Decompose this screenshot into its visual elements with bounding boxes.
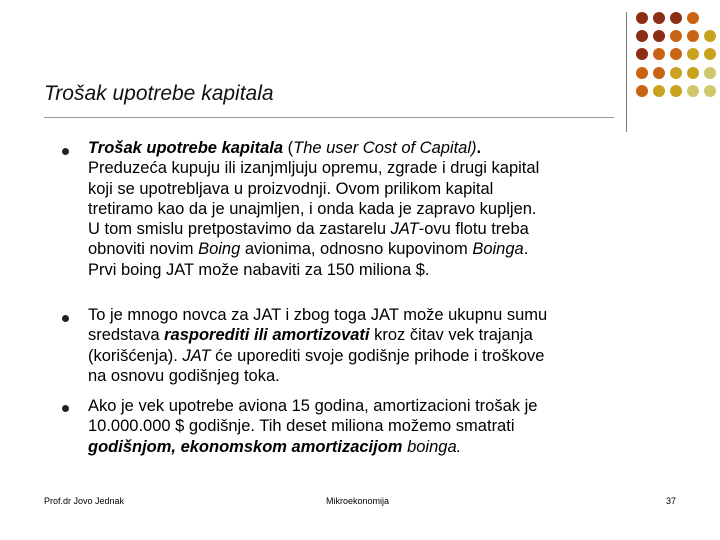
- text-run: The user Cost of Capital): [293, 139, 477, 157]
- text-line: [88, 199, 688, 219]
- decorative-dot: [636, 67, 648, 79]
- text-run: Boing: [198, 240, 241, 259]
- text-run: tretiramo kao da je unajmljen, i onda kada je zapravo kupljen.: [88, 199, 537, 218]
- text-run: Prvi boing JAT može nabaviti za 150 miliona $.: [88, 260, 430, 279]
- decorative-dot: [670, 67, 682, 79]
- text-run: .: [523, 240, 529, 259]
- footer-page-number: 37: [666, 496, 677, 506]
- text-line: [88, 138, 688, 158]
- text-run: Preduzeća kupuju ili izanjmljuju opremu, zgrade i drugi kapital: [88, 159, 540, 178]
- bullet-item-amortization: [88, 305, 688, 386]
- text-run: Trošak upotrebe kapitala: [88, 139, 284, 157]
- text-run: kroz čitav vek trajanja: [369, 326, 533, 345]
- decorative-dot: [687, 48, 699, 60]
- decorative-dot: [687, 85, 699, 97]
- text-run: koji se upotrebljava u proizvodnji. Ovom prilikom kapital: [88, 179, 494, 198]
- footer-course: Mikroekonomija: [326, 496, 390, 506]
- text-line: [88, 416, 688, 436]
- text-run: obnoviti novim: [88, 240, 199, 259]
- bullet-item-cost-of-capital: [88, 138, 688, 280]
- text-run: (korišćenja).: [88, 346, 183, 365]
- bullet-marker: [62, 405, 69, 412]
- footer-author: Prof.dr Jovo Jednak: [44, 496, 125, 506]
- text-line: [88, 305, 688, 325]
- text-line: [88, 396, 688, 416]
- text-run: rasporediti ili amortizovati: [164, 326, 370, 345]
- text-line: [88, 219, 688, 239]
- text-run: -ovu flotu treba: [418, 220, 529, 239]
- text-run: na osnovu godišnjeg toka.: [88, 366, 280, 385]
- text-line: [88, 366, 688, 386]
- text-run: Ako je vek upotrebe aviona 15 godina, amortizacioni trošak je: [88, 397, 538, 415]
- decorative-dot: [704, 30, 716, 42]
- decorative-dot: [636, 12, 648, 24]
- text-line: [88, 346, 688, 366]
- text-run: sredstava: [88, 326, 165, 345]
- decorative-dot: [670, 30, 682, 42]
- text-line: [88, 239, 688, 259]
- decorative-vertical-line: [626, 12, 627, 132]
- decorative-dot: [704, 67, 716, 79]
- text-line: [88, 325, 688, 345]
- text-run: JAT: [182, 346, 211, 365]
- decorative-dot: [670, 85, 682, 97]
- text-run: (: [283, 139, 294, 157]
- text-run: godišnjom, ekonomskom amortizacijom: [88, 437, 403, 456]
- bullet-item-economic-amortization: [88, 396, 688, 457]
- decorative-dot: [653, 30, 665, 42]
- bullet-marker: [62, 148, 69, 155]
- text-line: [88, 158, 688, 178]
- text-line: [88, 437, 688, 457]
- text-run: 10.000.000 $ godišnje. Tih deset miliona možemo smatrati: [88, 417, 515, 436]
- decorative-dot: [653, 48, 665, 60]
- text-run: će uporediti svoje godišnje prihode i troškove: [210, 346, 545, 365]
- decorative-dot: [636, 30, 648, 42]
- title-underline: [44, 117, 614, 118]
- text-run: U tom smislu pretpostavimo da zastarelu: [88, 220, 391, 239]
- decorative-dot: [653, 85, 665, 97]
- text-line: [88, 260, 688, 280]
- bullet-marker: [62, 315, 69, 322]
- decorative-dot: [636, 85, 648, 97]
- decorative-dot: [704, 48, 716, 60]
- decorative-dot: [670, 12, 682, 24]
- decorative-dot: [653, 67, 665, 79]
- decorative-dot: [704, 85, 716, 97]
- text-run: .: [476, 139, 482, 157]
- slide-title: Trošak upotrebe kapitala: [44, 82, 274, 105]
- decorative-dot: [653, 12, 665, 24]
- decorative-dot: [687, 12, 699, 24]
- text-run: avionima, odnosno kupovinom: [240, 240, 473, 259]
- text-line: [88, 179, 688, 199]
- decorative-dot: [670, 48, 682, 60]
- text-run: To je mnogo novca za JAT i zbog toga JAT može ukupnu sumu: [88, 306, 548, 324]
- text-run: JAT: [390, 220, 419, 239]
- decorative-dot: [687, 67, 699, 79]
- decorative-dot: [636, 48, 648, 60]
- text-run: Boinga: [472, 240, 524, 259]
- text-run: boinga.: [402, 437, 462, 456]
- decorative-dot: [687, 30, 699, 42]
